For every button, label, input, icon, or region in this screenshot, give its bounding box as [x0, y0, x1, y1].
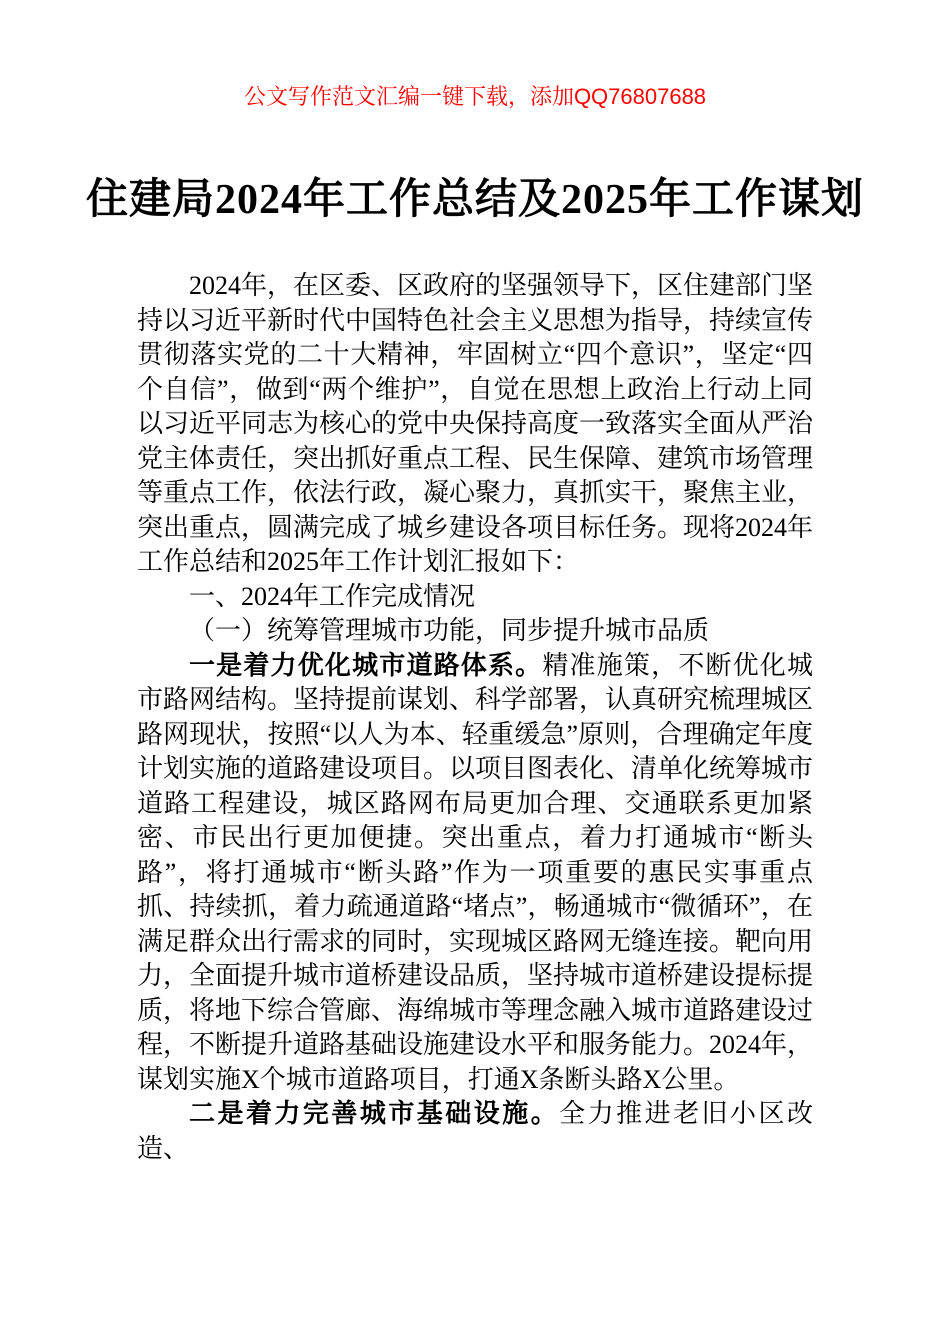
text-run: 2024年，在区委、区政府的坚强领导下，区住建部门坚持以习近平新时代中国特色社会主义思想为指导，持续宣传贯彻落实党的二十大精神，牢固树立“四个意识”，坚定“四个自信”，做到“两个维护”，自觉在思想上政治上行动上同以习近平同志为核心的党中央保持高度一致落实全面从严治党主体责任，突出抓好重点工程、民生保障、建筑市场管理等重点工作，依法行政，凝心聚力，真抓实干，聚焦主业，突出重点，圆满完成了城乡建设各项目标任务。现将2024年工作总结和2025年工作计划汇报如下： [137, 271, 814, 576]
paragraph-section-heading [137, 580, 813, 615]
text-run: 一、2024年工作完成情况 [189, 581, 476, 611]
text-run: （一）统筹管理城市功能，同步提升城市品质 [189, 616, 710, 645]
paragraph-item-one [137, 649, 813, 1098]
promo-watermark-text: 公文写作范文汇编一键下载，添加QQ76807688 [243, 84, 707, 109]
document-body [137, 269, 813, 1166]
text-run-bold: 一是着力优化城市道路体系。 [189, 650, 543, 680]
text-run: 全力推进老旧小区改造、 [137, 1099, 813, 1163]
text-run-bold: 二是着力完善城市基础设施。 [189, 1099, 560, 1128]
paragraph-intro [137, 269, 813, 580]
paragraph-subsection-heading [137, 614, 813, 649]
text-run: 精准施策，不断优化城市路网结构。坚持提前谋划、科学部署，认真研究梳理城区路网现状，按照“以人为本、轻重缓急”原则，合理确定年度计划实施的道路建设项目。以项目图表化、清单化统筹城市道路工程建设，城区路网布局更加合理、交通联系更加紧密、市民出行更加便捷。突出重点，着力打通城市“断头路”，将打通城市“断头路”作为一项重要的惠民实事重点抓、持续抓，着力疏通道路“堵点”，畅通城市“微循环”，在满足群众出行需求的同时，实现城区路网无缝连接。靶向用力，全面提升城市道桥建设品质，坚持城市道桥建设提标提质，将地下综合管廊、海绵城市等理念融入城市道路建设过程，不断提升道路基础设施建设水平和服务能力。2024年，谋划实施X个城市道路项目，打通X条断头路X公里。 [137, 650, 814, 1094]
document-title: 住建局2024年工作总结及2025年工作谋划 [85, 177, 864, 223]
paragraph-item-two [137, 1097, 813, 1166]
